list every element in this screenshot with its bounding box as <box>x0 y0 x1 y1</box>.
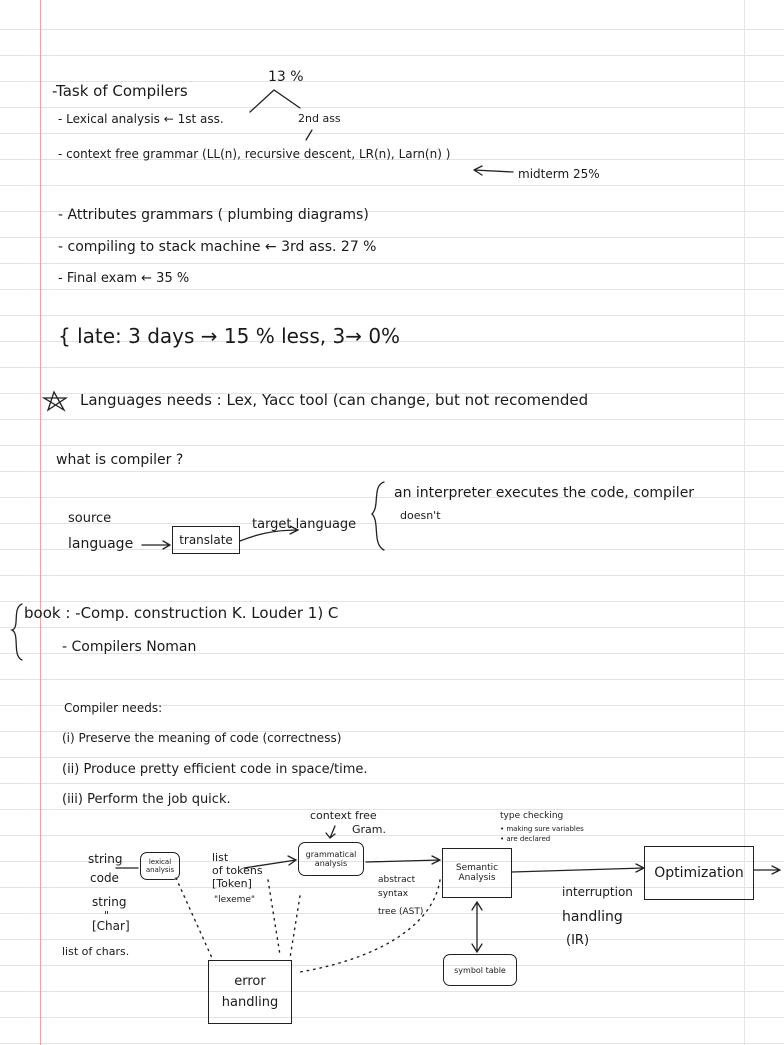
stack-machine-line: - compiling to stack machine ← 3rd ass. 27 % <box>58 239 377 255</box>
semantic-analysis-box <box>442 848 512 898</box>
ir-line2: handling <box>562 909 623 925</box>
list-label: list <box>212 851 229 864</box>
late-policy: { late: 3 days → 15 % less, 3→ 0% <box>58 324 401 348</box>
arrow-grammar-semantic <box>366 856 440 864</box>
cfg-note-line1: context free <box>310 809 377 822</box>
interpreter-note-line2: doesn't <box>400 509 441 522</box>
cfg-line: - context free grammar (LL(n), recursive descent, LR(n), Larn(n) ) <box>58 147 451 161</box>
arrow-out <box>754 866 780 874</box>
grammar-box-line1: grammatical <box>305 850 357 859</box>
source-label: source <box>68 511 112 526</box>
star-icon <box>44 392 66 410</box>
semantic-box-line2: Analysis <box>458 873 496 883</box>
ast-line1: abstract <box>378 875 416 885</box>
string2-label: string <box>92 895 127 909</box>
lexical-line: - Lexical analysis ← 1st ass. <box>58 112 224 126</box>
error-box-line2: handling <box>221 995 279 1010</box>
ast-line3: tree (AST) <box>378 907 424 917</box>
code-label: code <box>90 871 119 885</box>
need-iii: (iii) Perform the job quick. <box>62 792 231 807</box>
midterm-label: midterm 25% <box>518 167 600 181</box>
arrow-to-translate <box>142 541 170 549</box>
interpreter-brace <box>372 482 384 550</box>
need-ii: (ii) Produce pretty efficient code in space/time. <box>62 762 368 777</box>
dotted-semantic-error <box>300 880 440 972</box>
book-brace <box>12 604 22 660</box>
midterm-arrow <box>474 166 513 175</box>
dotted-tokens-error <box>268 880 280 955</box>
task-title: -Task of Compilers <box>52 82 188 100</box>
error-handling-box <box>208 960 292 1024</box>
interpreter-note-line1: an interpreter executes the code, compiler <box>394 485 695 501</box>
target-language-label: target language <box>252 517 357 532</box>
percent-13: 13 % <box>268 69 304 85</box>
second-ass-label: 2nd ass <box>298 112 341 125</box>
caret-mark <box>250 90 300 112</box>
char-type-label: [Char] <box>92 919 130 933</box>
grammar-box-line2: analysis <box>314 859 348 868</box>
translate-box: translate <box>172 526 240 554</box>
cfg-note-line2: Gram. <box>352 823 386 836</box>
lexical-box-line2: analysis <box>145 866 175 874</box>
need-i: (i) Preserve the meaning of code (correctness) <box>62 731 342 745</box>
token-type-label: [Token] <box>212 877 252 890</box>
book-line-1: book : -Comp. construction K. Louder 1) C <box>24 604 339 622</box>
ditto-mark: " <box>104 909 110 922</box>
arrow-semantic-optimization <box>512 864 644 872</box>
lexical-analysis-box <box>140 852 180 880</box>
small-arrow <box>306 130 312 140</box>
needs-title: Compiler needs: <box>64 701 163 715</box>
semantic-box-line1: Semantic <box>455 863 499 873</box>
final-exam-line: - Final exam ← 35 % <box>58 271 190 286</box>
dotted-lexical-error <box>176 878 212 958</box>
ir-line1: interruption <box>562 885 633 899</box>
what-is-compiler: what is compiler ? <box>56 452 184 468</box>
ast-line2: syntax <box>378 889 409 899</box>
lexical-box-line1: lexical <box>148 858 172 866</box>
type-checking-label: type checking <box>500 811 564 821</box>
type-checking-note2: • are declared <box>500 835 551 843</box>
dotted-grammar-error <box>290 896 300 958</box>
language-label: language <box>68 536 134 552</box>
optimization-box: Optimization <box>644 846 754 900</box>
list-of-chars-label: list of chars. <box>62 945 130 958</box>
type-checking-note1: • making sure variables <box>500 825 584 833</box>
arrow-cfg-grammar <box>326 826 335 838</box>
string-label: string <box>88 852 123 866</box>
symbol-table-box: symbol table <box>443 954 517 986</box>
ir-line3: (IR) <box>566 933 590 948</box>
attributes-line: - Attributes grammars ( plumbing diagrams) <box>58 207 369 223</box>
error-box-line1: error <box>234 974 266 989</box>
book-line-2: - Compilers Noman <box>62 639 197 655</box>
grammatical-analysis-box <box>298 842 364 876</box>
arrow-semantic-symbol <box>472 902 482 952</box>
lexeme-label: "lexeme" <box>214 895 256 905</box>
of-tokens-label: of tokens <box>212 864 263 877</box>
languages-line: Languages needs : Lex, Yacc tool (can change, but not recomended <box>80 391 589 409</box>
